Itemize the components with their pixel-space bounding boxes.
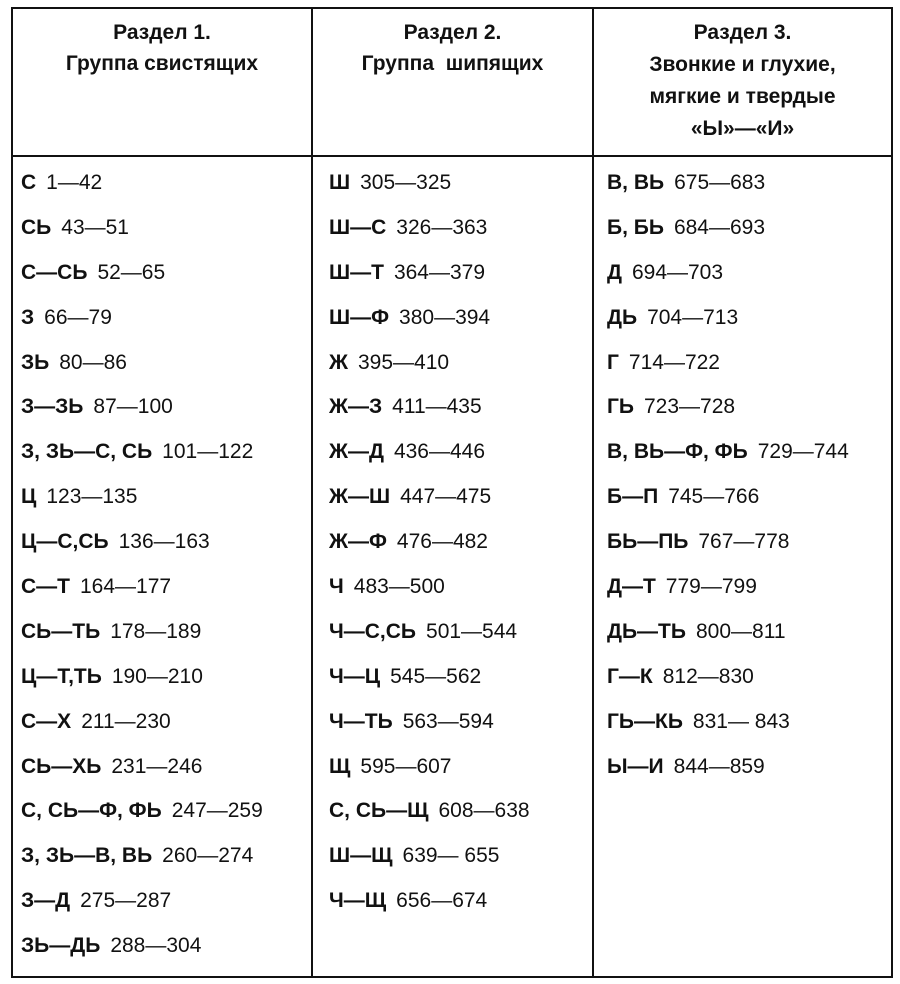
sound-label: З, ЗЬ—С, СЬ (21, 440, 153, 464)
sound-label: Г—К (607, 664, 653, 688)
sound-label: Ш (329, 171, 351, 194)
table-row (329, 520, 530, 565)
page-range: 704—713 (647, 305, 739, 329)
sound-label: Ж—Ф (329, 530, 387, 554)
header-section-1 (13, 9, 311, 155)
sound-label: Ш—Щ (329, 844, 393, 868)
table-row (21, 341, 263, 386)
sound-label: В, ВЬ (607, 171, 665, 194)
page-range: 476—482 (396, 530, 488, 554)
table-row (329, 206, 530, 251)
page-range: 714—722 (628, 350, 720, 374)
sound-label: Ж—Ш (329, 485, 391, 509)
sound-label: З (21, 305, 35, 329)
table-row (329, 385, 530, 430)
page-range: 288—304 (110, 934, 202, 958)
table-row (21, 700, 263, 745)
table-row (329, 251, 530, 296)
page-range: 411—435 (392, 395, 482, 419)
page-range: 501—544 (426, 619, 518, 643)
sound-label: СЬ—ТЬ (21, 619, 101, 643)
table-row (607, 745, 849, 790)
sound-label: Ц—Т,ТЬ (21, 664, 102, 688)
page-range: 656—674 (396, 889, 488, 913)
page-range: 80—86 (59, 350, 127, 374)
table-row (21, 475, 263, 520)
page-range: 231—246 (111, 754, 203, 778)
page-range: 190—210 (111, 664, 203, 688)
sound-label: Ш—С (329, 215, 387, 239)
sound-label: Б—П (607, 485, 659, 509)
page-range: 563—594 (402, 709, 494, 733)
sound-label: С, СЬ—Ф, ФЬ (21, 799, 162, 823)
table-row (329, 879, 530, 924)
sound-label: БЬ—ПЬ (607, 530, 689, 554)
column-section-3 (607, 157, 849, 789)
page-range: 211—230 (81, 709, 171, 733)
page-range: 779—799 (665, 575, 757, 599)
table-row (329, 834, 530, 879)
page-range: 684—693 (673, 215, 766, 239)
table-row (329, 430, 530, 475)
page-range: 745—766 (668, 485, 760, 509)
table-row (329, 161, 530, 206)
page-range: 608—638 (438, 799, 530, 823)
page-range: 545—562 (390, 664, 482, 688)
table-row (21, 655, 263, 700)
table-row (21, 610, 263, 655)
table-row (607, 520, 849, 565)
sound-label: С (21, 171, 37, 194)
page-range: 800—811 (695, 619, 786, 643)
sound-label: Ж (329, 350, 348, 374)
page-range: 305—325 (360, 171, 452, 194)
table-row (329, 475, 530, 520)
header-title: Раздел 1. (113, 21, 211, 44)
column-section-2 (329, 157, 530, 924)
table-row (21, 251, 263, 296)
page-range: 178—189 (110, 619, 202, 643)
column-section-1 (21, 157, 263, 969)
sound-label: Ы—И (607, 754, 664, 778)
sound-index-table (11, 7, 893, 978)
sound-label: С—СЬ (21, 260, 88, 284)
header-subtitle: Группа шипящих (361, 52, 544, 75)
sound-label: ЗЬ—ДЬ (21, 934, 101, 958)
header-title: Раздел 3. (693, 21, 792, 44)
sound-label: ЗЬ (21, 350, 50, 374)
table-row (329, 655, 530, 700)
page-range: 123—135 (46, 485, 138, 509)
sound-label: Д (607, 260, 622, 284)
table-row (329, 565, 530, 610)
table-row (21, 745, 263, 790)
table-row (607, 475, 849, 520)
page-range: 831— 843 (692, 709, 790, 733)
header-section-2 (313, 9, 592, 155)
table-row (329, 700, 530, 745)
sound-label: Ч—Ц (329, 664, 381, 688)
page-range: 260—274 (162, 844, 254, 868)
table-row (21, 879, 263, 924)
sound-label: Ч—ТЬ (329, 709, 393, 733)
sound-label: Ч—Щ (329, 889, 387, 913)
page-range: 483—500 (353, 575, 445, 599)
table-row (21, 385, 263, 430)
page-range: 595—607 (360, 754, 452, 778)
sound-label: Ш—Т (329, 260, 384, 284)
header-subtitle: Группа свистящих (65, 52, 259, 75)
sound-label: Ц—С,СЬ (21, 530, 109, 554)
table-row (329, 610, 530, 655)
table-row (21, 520, 263, 565)
page-range: 1—42 (46, 171, 103, 194)
sound-label: З, ЗЬ—В, ВЬ (21, 844, 153, 868)
page-range: 767—778 (698, 530, 790, 554)
table-row (329, 745, 530, 790)
page-range: 436—446 (393, 440, 486, 464)
table-row (21, 161, 263, 206)
table-row (607, 700, 849, 745)
header-section-3 (594, 9, 891, 155)
sound-label: С, СЬ—Щ (329, 799, 429, 823)
table-row (21, 924, 263, 969)
table-row (21, 834, 263, 879)
page-range: 395—410 (357, 350, 450, 374)
sound-label: С—Х (21, 709, 72, 733)
page-range: 675—683 (674, 171, 766, 194)
header-subtitle: «Ы»—«И» (690, 117, 795, 140)
page-range: 247—259 (171, 799, 263, 823)
header-title: Раздел 2. (403, 21, 502, 44)
sound-label: Г (607, 350, 619, 374)
page-range: 694—703 (631, 260, 724, 284)
table-row (21, 296, 263, 341)
page-range: 364—379 (393, 260, 486, 284)
sound-label: З—Д (21, 889, 71, 913)
page-range: 101—122 (162, 440, 254, 464)
sound-label: Ч—С,СЬ (329, 619, 417, 643)
header-subtitle: мягкие и твердые (649, 85, 836, 108)
sound-label: Ц (21, 485, 37, 509)
page-range: 87—100 (93, 395, 173, 419)
sound-label: В, ВЬ—Ф, ФЬ (607, 440, 748, 464)
header-subtitle: Звонкие и глухие, (649, 53, 836, 76)
table-row (607, 206, 849, 251)
page-range: 844—859 (673, 754, 765, 778)
sound-label: СЬ (21, 215, 52, 239)
page-range: 729—744 (757, 440, 849, 464)
table-row (329, 341, 530, 386)
sound-label: Ш—Ф (329, 305, 390, 329)
page-range: 723—728 (644, 395, 736, 419)
table-row (607, 430, 849, 475)
table-row (329, 296, 530, 341)
sound-label: ДЬ—ТЬ (607, 619, 686, 643)
page-range: 66—79 (44, 305, 112, 329)
sound-label: Ж—З (329, 395, 383, 419)
page-range: 164—177 (80, 575, 172, 599)
page-range: 136—163 (118, 530, 210, 554)
table-row (607, 161, 849, 206)
page-range: 447—475 (400, 485, 492, 509)
table-row (21, 430, 263, 475)
page-range: 275—287 (80, 889, 172, 913)
sound-label: СЬ—ХЬ (21, 754, 102, 778)
page-range: 812—830 (662, 664, 754, 688)
table-row (21, 789, 263, 834)
sound-label: ГЬ—КЬ (607, 709, 683, 733)
table-row (21, 206, 263, 251)
page-range: 326—363 (396, 215, 488, 239)
sound-label: Ж—Д (329, 440, 384, 464)
table-row (607, 565, 849, 610)
sound-label: Д—Т (607, 575, 656, 599)
table-row (607, 610, 849, 655)
page-range: 639— 655 (402, 844, 500, 868)
sound-label: Б, БЬ (607, 215, 664, 239)
table-row (607, 296, 849, 341)
table-row (607, 341, 849, 386)
sound-label: Щ (329, 754, 351, 778)
page-range: 43—51 (61, 215, 129, 239)
page-range: 52—65 (97, 260, 166, 284)
sound-label: С—Т (21, 575, 70, 599)
table-row (329, 789, 530, 834)
sound-label: З—ЗЬ (21, 395, 84, 419)
table-row (607, 655, 849, 700)
sound-label: Ч (329, 575, 344, 599)
table-row (21, 565, 263, 610)
sound-label: ДЬ (607, 305, 638, 329)
page-range: 380—394 (399, 305, 491, 329)
sound-label: ГЬ (607, 395, 634, 419)
table-row (607, 385, 849, 430)
table-row (607, 251, 849, 296)
